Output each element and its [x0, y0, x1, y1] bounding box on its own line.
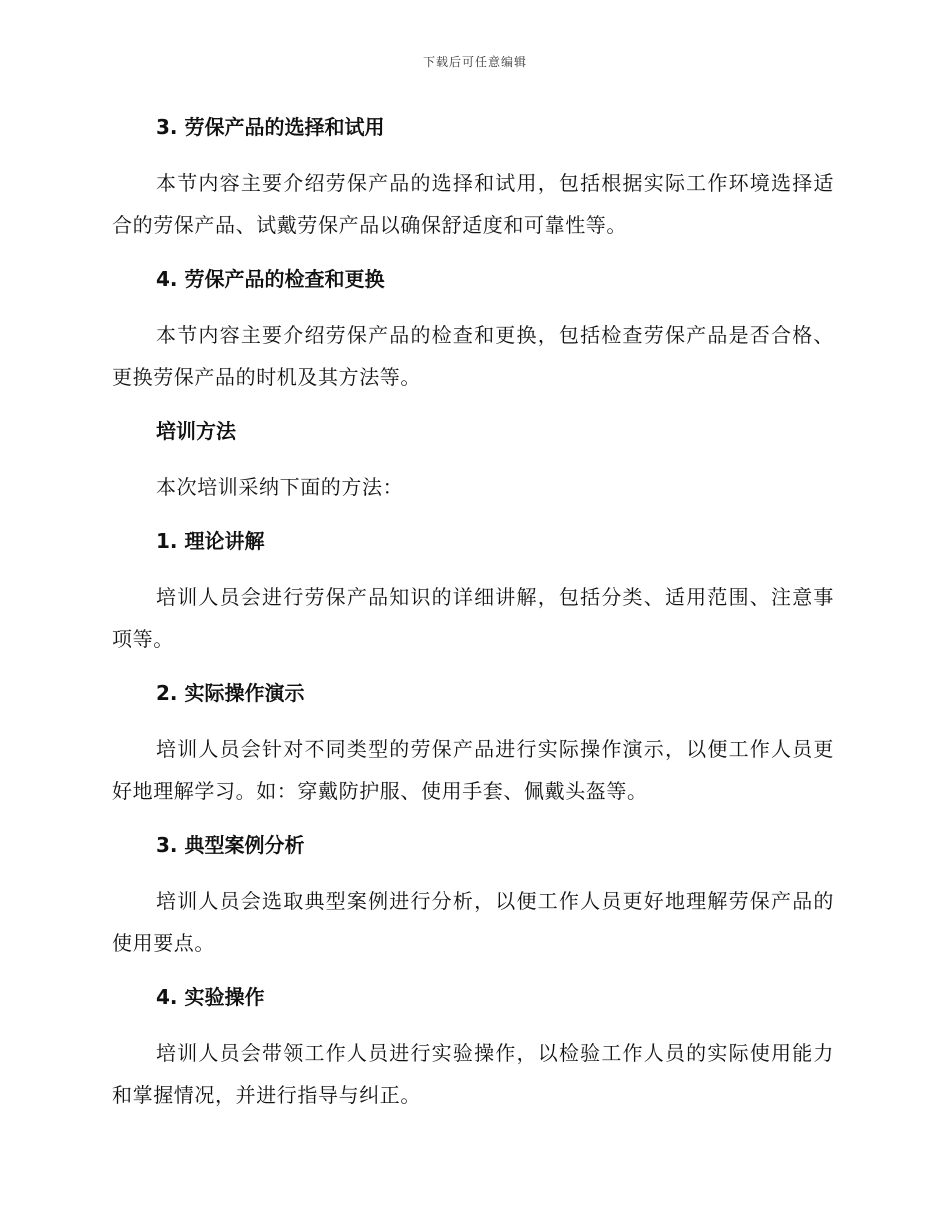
document-body [112, 110, 834, 1116]
section-paragraph: 培训人员会针对不同类型的劳保产品进行实际操作演示，以便工作人员更好地理解学习。如：穿戴防护服、使用手套、佩戴头盔等。 [112, 737, 834, 803]
section-paragraph: 本节内容主要介绍劳保产品的选择和试用，包括根据实际工作环境选择适合的劳保产品、试戴劳保产品以确保舒适度和可靠性等。 [112, 171, 834, 237]
section-heading: 培训方法 [156, 419, 236, 443]
section-heading: 4. 劳保产品的检查和更换 [156, 267, 385, 291]
section-paragraph: 本节内容主要介绍劳保产品的检查和更换，包括检查劳保产品是否合格、更换劳保产品的时机及其方法等。 [112, 323, 834, 389]
section-paragraph: 培训人员会选取典型案例进行分析，以便工作人员更好地理解劳保产品的使用要点。 [112, 889, 834, 955]
section-heading: 2. 实际操作演示 [156, 681, 305, 705]
section-paragraph: 培训人员会带领工作人员进行实验操作，以检验工作人员的实际使用能力和掌握情况，并进行指导与纠正。 [112, 1041, 834, 1107]
section-heading: 1. 理论讲解 [156, 529, 265, 553]
section-paragraph: 本次培训采纳下面的方法： [156, 475, 404, 499]
section-heading: 3. 典型案例分析 [156, 833, 305, 857]
section-heading: 4. 实验操作 [156, 985, 265, 1009]
section-paragraph: 培训人员会进行劳保产品知识的详细讲解，包括分类、适用范围、注意事项等。 [112, 585, 834, 651]
section-heading: 3. 劳保产品的选择和试用 [156, 115, 385, 139]
page-header-note: 下载后可任意编辑 [422, 55, 527, 69]
